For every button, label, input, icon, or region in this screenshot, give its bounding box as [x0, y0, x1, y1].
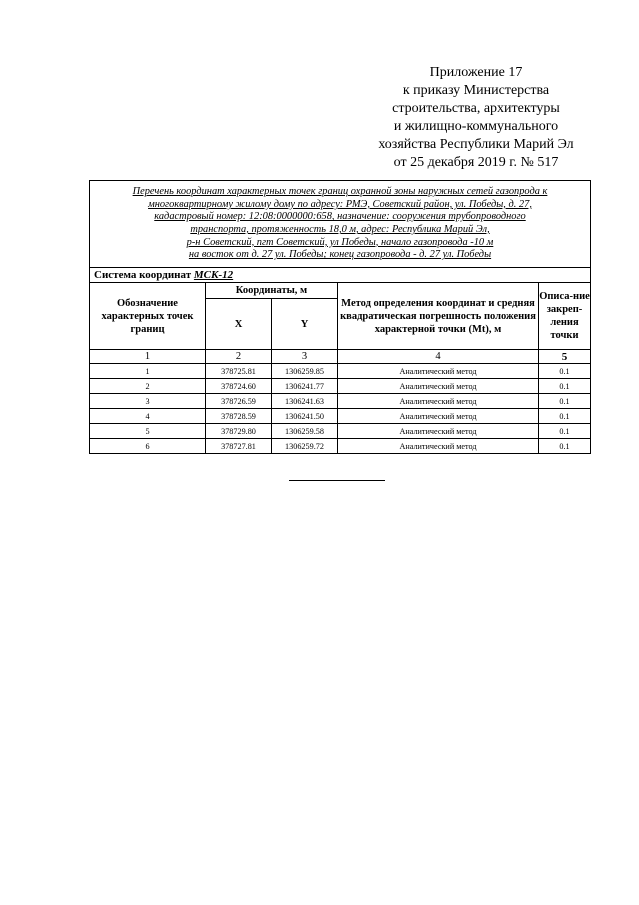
coord-y: 1306259.58 [272, 424, 338, 439]
coord-x: 378728.59 [206, 409, 272, 424]
point-number: 4 [90, 409, 206, 424]
ministry-line-2: и жилищно-коммунального [393, 119, 559, 134]
header-designation: Обозначение характерных точек границ [90, 283, 206, 350]
header-x: X [206, 299, 272, 350]
accuracy: 0.1 [539, 424, 591, 439]
point-number: 6 [90, 439, 206, 454]
title-line-1: Перечень координат характерных точек границ охранной зоны наружных сетей газопрода к [132, 186, 548, 198]
column-number: 1 [90, 350, 206, 364]
method: Аналитический метод [338, 364, 539, 379]
column-number-row [90, 350, 591, 364]
table-row [90, 379, 591, 394]
table-row [90, 424, 591, 439]
header-y: Y [272, 299, 338, 350]
method: Аналитический метод [338, 439, 539, 454]
column-number: 2 [206, 350, 272, 364]
coordinate-system [90, 268, 591, 283]
coord-y: 1306241.50 [272, 409, 338, 424]
coord-x: 378727.81 [206, 439, 272, 454]
point-number: 2 [90, 379, 206, 394]
ministry-line-1: строительства, архитектуры [392, 101, 560, 116]
title-line-6: на восток от д. 27 ул. Победы; конец газопровода - д. 27 ул. Победы [188, 249, 492, 261]
coord-y: 1306241.63 [272, 394, 338, 409]
title-line-3: кадастровый номер: 12:08:0000000:658, назначение: сооружения трубопроводного [154, 211, 526, 223]
table-title [90, 181, 591, 268]
table-row [90, 394, 591, 409]
coord-x: 378724.60 [206, 379, 272, 394]
title-line-4: транспорта, протяженность 18,0 м, адрес: Республика Марий Эл, [190, 224, 490, 235]
table-row [90, 364, 591, 379]
table-row [90, 409, 591, 424]
coord-x: 378726.59 [206, 394, 272, 409]
method: Аналитический метод [338, 394, 539, 409]
header-method: Метод определения координат и средняя квадратическая погрешность положения характерной точки (Mt), м [338, 283, 539, 350]
method: Аналитический метод [338, 424, 539, 439]
coordinate-system-value: МСК-12 [193, 269, 234, 281]
order-line: к приказу Министерства [402, 83, 550, 98]
point-number: 3 [90, 394, 206, 409]
coord-x: 378725.81 [206, 364, 272, 379]
header-description: Описа-ние закреп-ления точки [539, 283, 591, 350]
accuracy: 0.1 [539, 409, 591, 424]
title-line-2: многоквартирному жилому дому по адресу: РМЭ, Советский район, ул. Победы, д. 27, [148, 198, 532, 210]
coord-y: 1306241.77 [272, 379, 338, 394]
coordinates-table [89, 180, 591, 454]
method: Аналитический метод [338, 409, 539, 424]
column-number: 5 [539, 350, 591, 364]
column-number: 4 [338, 350, 539, 364]
accuracy: 0.1 [539, 439, 591, 454]
point-number: 1 [90, 364, 206, 379]
ministry-line-3: хозяйства Республики Марий Эл [378, 137, 574, 152]
method: Аналитический метод [338, 379, 539, 394]
point-number: 5 [90, 424, 206, 439]
accuracy: 0.1 [539, 394, 591, 409]
accuracy: 0.1 [539, 379, 591, 394]
table-row [90, 439, 591, 454]
header-coordinates: Координаты, м [206, 283, 338, 299]
coord-y: 1306259.85 [272, 364, 338, 379]
coord-x: 378729.80 [206, 424, 272, 439]
column-number: 3 [272, 350, 338, 364]
title-line-5: р-н Советский, пгт Советский, ул Победы, начало газопровода -10 м [186, 236, 494, 248]
closing-rule [289, 480, 385, 481]
appendix-title: Приложение 17 [429, 65, 523, 80]
coordinate-system-label: Система координат [94, 269, 192, 281]
order-date: от 25 декабря 2019 г. № 517 [393, 155, 559, 170]
accuracy: 0.1 [539, 364, 591, 379]
appendix-header [360, 64, 592, 172]
coord-y: 1306259.72 [272, 439, 338, 454]
